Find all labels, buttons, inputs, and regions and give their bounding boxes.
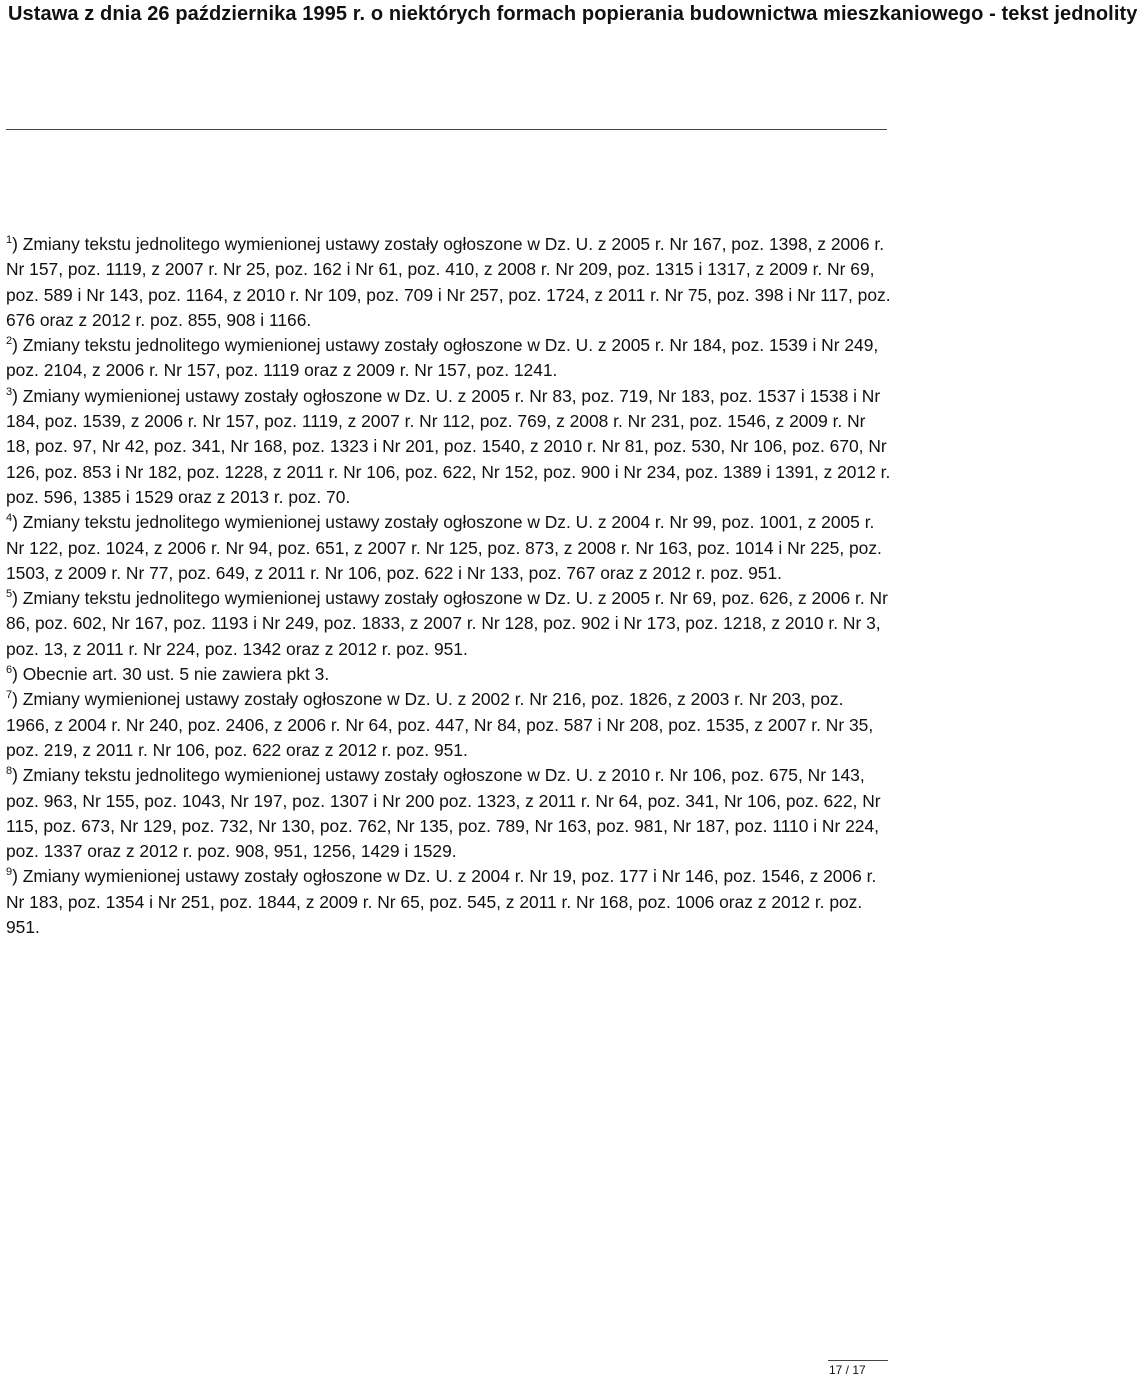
footnote-number: 8 (6, 765, 13, 778)
footnote-number: 4 (6, 512, 13, 525)
footnote-number: 5 (6, 588, 13, 601)
footnote-text: ) Zmiany wymienionej ustawy zostały ogłoszone w Dz. U. z 2002 r. Nr 216, poz. 1826, z 2003 r. Nr 203, poz. 1966, z 2004 r. Nr 240, poz. 2406, z 2006 r. Nr 64, poz. 447, Nr 84, poz. 587 i Nr 208, poz. 1535, z 2007 r. Nr 35, poz. 219, z 2011 r. Nr 106, poz. 622 oraz z 2012 r. poz. 951. (6, 689, 874, 760)
footnote-1 (6, 232, 891, 333)
footnote-text: ) Obecnie art. 30 ust. 5 nie zawiera pkt 3. (12, 664, 330, 685)
footnote-8 (6, 763, 891, 864)
page-number-separator (828, 1360, 888, 1361)
footnote-3 (6, 384, 891, 510)
footnote-text: ) Zmiany tekstu jednolitego wymienionej ustawy zostały ogłoszone w Dz. U. z 2010 r. Nr 106, poz. 675, Nr 143, poz. 963, Nr 155, poz. 1043, Nr 197, poz. 1307 i Nr 200 poz. 1323, z 2011 r. Nr 64, poz. 341, Nr 106, poz. 622, Nr 115, poz. 673, Nr 129, poz. 732, Nr 130, poz. 762, Nr 135, poz. 789, Nr 163, poz. 981, Nr 187, poz. 1110 i Nr 224, poz. 1337 oraz z 2012 r. poz. 908, 951, 1256, 1429 i 1529. (6, 765, 881, 862)
page-number: 17 / 17 (829, 1363, 866, 1377)
footnote-number: 6 (6, 664, 13, 677)
document-title: Ustawa z dnia 26 października 1995 r. o niektórych formach popierania budownictwa mieszkaniowego - tekst jednolity (8, 3, 1137, 25)
footnote-2 (6, 333, 891, 384)
footnotes-list (6, 232, 891, 940)
footnote-7 (6, 687, 891, 763)
footnote-text: ) Zmiany wymienionej ustawy zostały ogłoszone w Dz. U. z 2004 r. Nr 19, poz. 177 i Nr 146, poz. 1546, z 2006 r. Nr 183, poz. 1354 i Nr 251, poz. 1844, z 2009 r. Nr 65, poz. 545, z 2011 r. Nr 168, poz. 1006 oraz z 2012 r. poz. 951. (6, 866, 877, 938)
footnote-text: ) Zmiany tekstu jednolitego wymienionej ustawy zostały ogłoszone w Dz. U. z 2005 r. Nr 69, poz. 626, z 2006 r. Nr 86, poz. 602, Nr 167, poz. 1193 i Nr 249, poz. 1833, z 2007 r. Nr 128, poz. 902 i Nr 173, poz. 1218, z 2010 r. Nr 3, poz. 13, z 2011 r. Nr 224, poz. 1342 oraz z 2012 r. poz. 951. (6, 588, 888, 659)
document-header (0, 0, 1137, 36)
footnote-number: 3 (6, 385, 13, 398)
footnote-9 (6, 864, 891, 940)
footnote-6 (6, 662, 891, 687)
footnote-text: ) Zmiany tekstu jednolitego wymienionej ustawy zostały ogłoszone w Dz. U. z 2005 r. Nr 184, poz. 1539 i Nr 249, poz. 2104, z 2006 r. Nr 157, poz. 1119 oraz z 2009 r. Nr 157, poz. 1241. (6, 335, 879, 381)
footnote-text: ) Zmiany tekstu jednolitego wymienionej ustawy zostały ogłoszone w Dz. U. z 2004 r. Nr 99, poz. 1001, z 2005 r. Nr 122, poz. 1024, z 2006 r. Nr 94, poz. 651, z 2007 r. Nr 125, poz. 873, z 2008 r. Nr 163, poz. 1014 i Nr 225, poz. 1503, z 2009 r. Nr 77, poz. 649, z 2011 r. Nr 106, poz. 622 i Nr 133, poz. 767 oraz z 2012 r. poz. 951. (6, 512, 882, 583)
footnote-separator (6, 129, 887, 130)
footnote-text: ) Zmiany wymienionej ustawy zostały ogłoszone w Dz. U. z 2005 r. Nr 83, poz. 719, Nr 183, poz. 1537 i 1538 i Nr 184, poz. 1539, z 2006 r. Nr 157, poz. 1119, z 2007 r. Nr 112, poz. 769, z 2008 r. Nr 231, poz. 1546, z 2009 r. Nr 18, poz. 97, Nr 42, poz. 341, Nr 168, poz. 1323 i Nr 201, poz. 1540, z 2010 r. Nr 81, poz. 530, Nr 106, poz. 670, Nr 126, poz. 853 i Nr 182, poz. 1228, z 2011 r. Nr 106, poz. 622, Nr 152, poz. 900 i Nr 234, poz. 1389 i 1391, z 2012 r. poz. 596, 1385 i 1529 oraz z 2013 r. poz. 70. (6, 385, 891, 507)
footnote-number: 7 (6, 689, 13, 702)
footnote-text: ) Zmiany tekstu jednolitego wymienionej ustawy zostały ogłoszone w Dz. U. z 2005 r. Nr 167, poz. 1398, z 2006 r. Nr 157, poz. 1119, z 2007 r. Nr 25, poz. 162 i Nr 61, poz. 410, z 2008 r. Nr 209, poz. 1315 i 1317, z 2009 r. Nr 69, poz. 589 i Nr 143, poz. 1164, z 2010 r. Nr 109, poz. 709 i Nr 257, poz. 1724, z 2011 r. Nr 75, poz. 398 i Nr 117, poz. 676 oraz z 2012 r. poz. 855, 908 i 1166. (6, 234, 891, 330)
footnote-5 (6, 586, 891, 662)
footnote-number: 1 (6, 234, 13, 247)
footnote-4 (6, 510, 891, 586)
footnote-number: 9 (6, 866, 13, 879)
footnote-number: 2 (6, 335, 13, 348)
